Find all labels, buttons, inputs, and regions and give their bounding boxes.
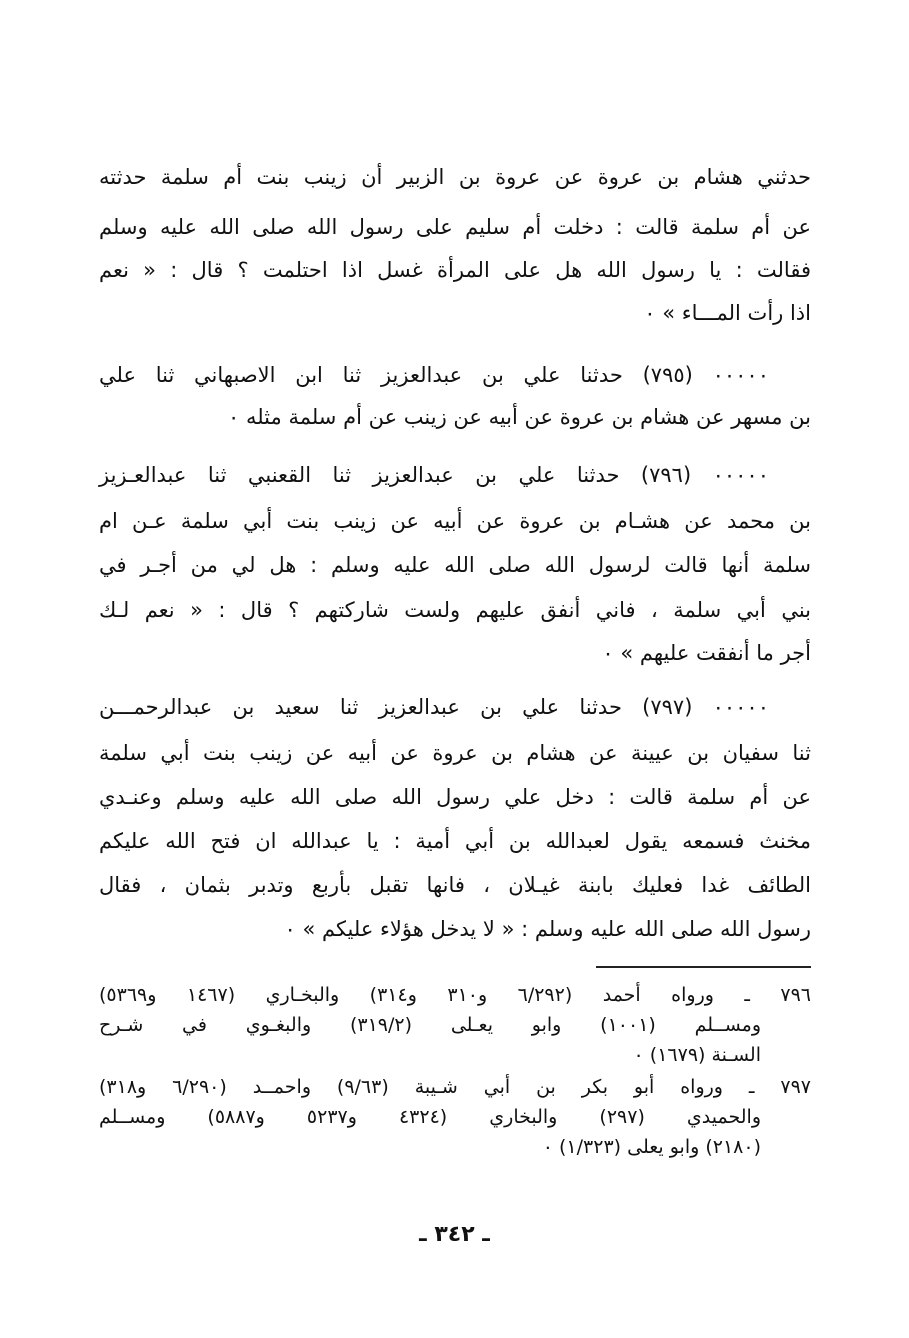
text-line: حدثني هشام بن عروة عن عروة بن الزبير أن زينب بنت أم سلمة حدثته [99,165,811,189]
text-line: مخنث فسمعه يقول لعبدالله بن أبي أمية : يا عبدالله ان فتح الله عليكم [99,829,811,853]
footnote-line: والحميدي (٢٩٧) والبخاري (٤٣٢٤ و٥٢٣٧ و٥٨٨٧) ومســلم [99,1106,761,1128]
footnote-line: ٧٩٧ ـ ورواه أبو بكر بن أبي شـيبة (٩/٦٣) واحمــد (٦/٢٩٠ و٣١٨) [99,1076,811,1098]
footnote-separator [596,966,811,968]
text-line: عن أم سلمة قالت : دخلت أم سليم على رسول الله صلى الله عليه وسلم [99,215,811,239]
text-line: بن محمد عن هشـام بن عروة عن أبيه عن زينب بنت أبي سلمة عـن ام [99,509,811,533]
text-line: أجر ما أنفقت عليهم » ٠ [602,641,811,665]
text-line: بني أبي سلمة ، فاني أنفق عليهم ولست شاركتهم ؟ قال : « نعم لـك [99,598,811,622]
text-line: ثنا سفيان بن عيينة عن هشام بن عروة عن أبيه عن زينب بنت أبي سلمة [99,741,811,765]
page-number: ـ ٣٤٢ ـ [419,1222,490,1247]
hadith-start-line: ٠٠٠٠٠ (٧٩٧) حدثنا علي بن عبدالعزيز ثنا سعيد بن عبدالرحمـــن [99,695,769,719]
footnote-line: ٧٩٦ ـ ورواه أحمد (٦/٢٩٢ و٣١٠ و٣١٤) والبخـاري (١٤٦٧ و٥٣٦٩) [99,984,812,1006]
footnote-line: ومســلم (١٠٠١) وابو يعـلى (٣١٩/٢) والبغـوي في شـرح [99,1014,761,1036]
footnote-line: السـنة (١٦٧٩) ٠ [633,1044,761,1066]
hadith-start-line: ٠٠٠٠٠ (٧٩٦) حدثنا علي بن عبدالعزيز ثنا القعنبي ثنا عبدالعـزيز [99,463,769,487]
footnote-line: (٢١٨٠) وابو يعلى (١/٣٢٣) ٠ [542,1136,761,1158]
text-line: عن أم سلمة قالت : دخل علي رسول الله صلى الله عليه وسلم وعنـدي [99,785,811,809]
text-line: رسول الله صلى الله عليه وسلم : « لا يدخل هؤلاء عليكم » ٠ [284,917,811,941]
text-line: بن مسهر عن هشام بن عروة عن أبيه عن زينب عن أم سلمة مثله ٠ [228,405,811,429]
text-line: سلمة أنها قالت لرسول الله صلى الله عليه وسلم : هل لي من أجـر في [99,553,811,577]
text-line: اذا رأت المـــاء » ٠ [644,301,811,325]
text-line: فقالت : يا رسول الله هل على المرأة غسل اذا احتلمت ؟ قال : « نعم [99,258,811,282]
text-line: الطائف غدا فعليك بابنة غيـلان ، فانها تقبل بأربع وتدبر بثمان ، فقال [99,873,811,897]
hadith-start-line: ٠٠٠٠٠ (٧٩٥) حدثنا علي بن عبدالعزيز ثنا ابن الاصبهاني ثنا علي [99,363,769,387]
